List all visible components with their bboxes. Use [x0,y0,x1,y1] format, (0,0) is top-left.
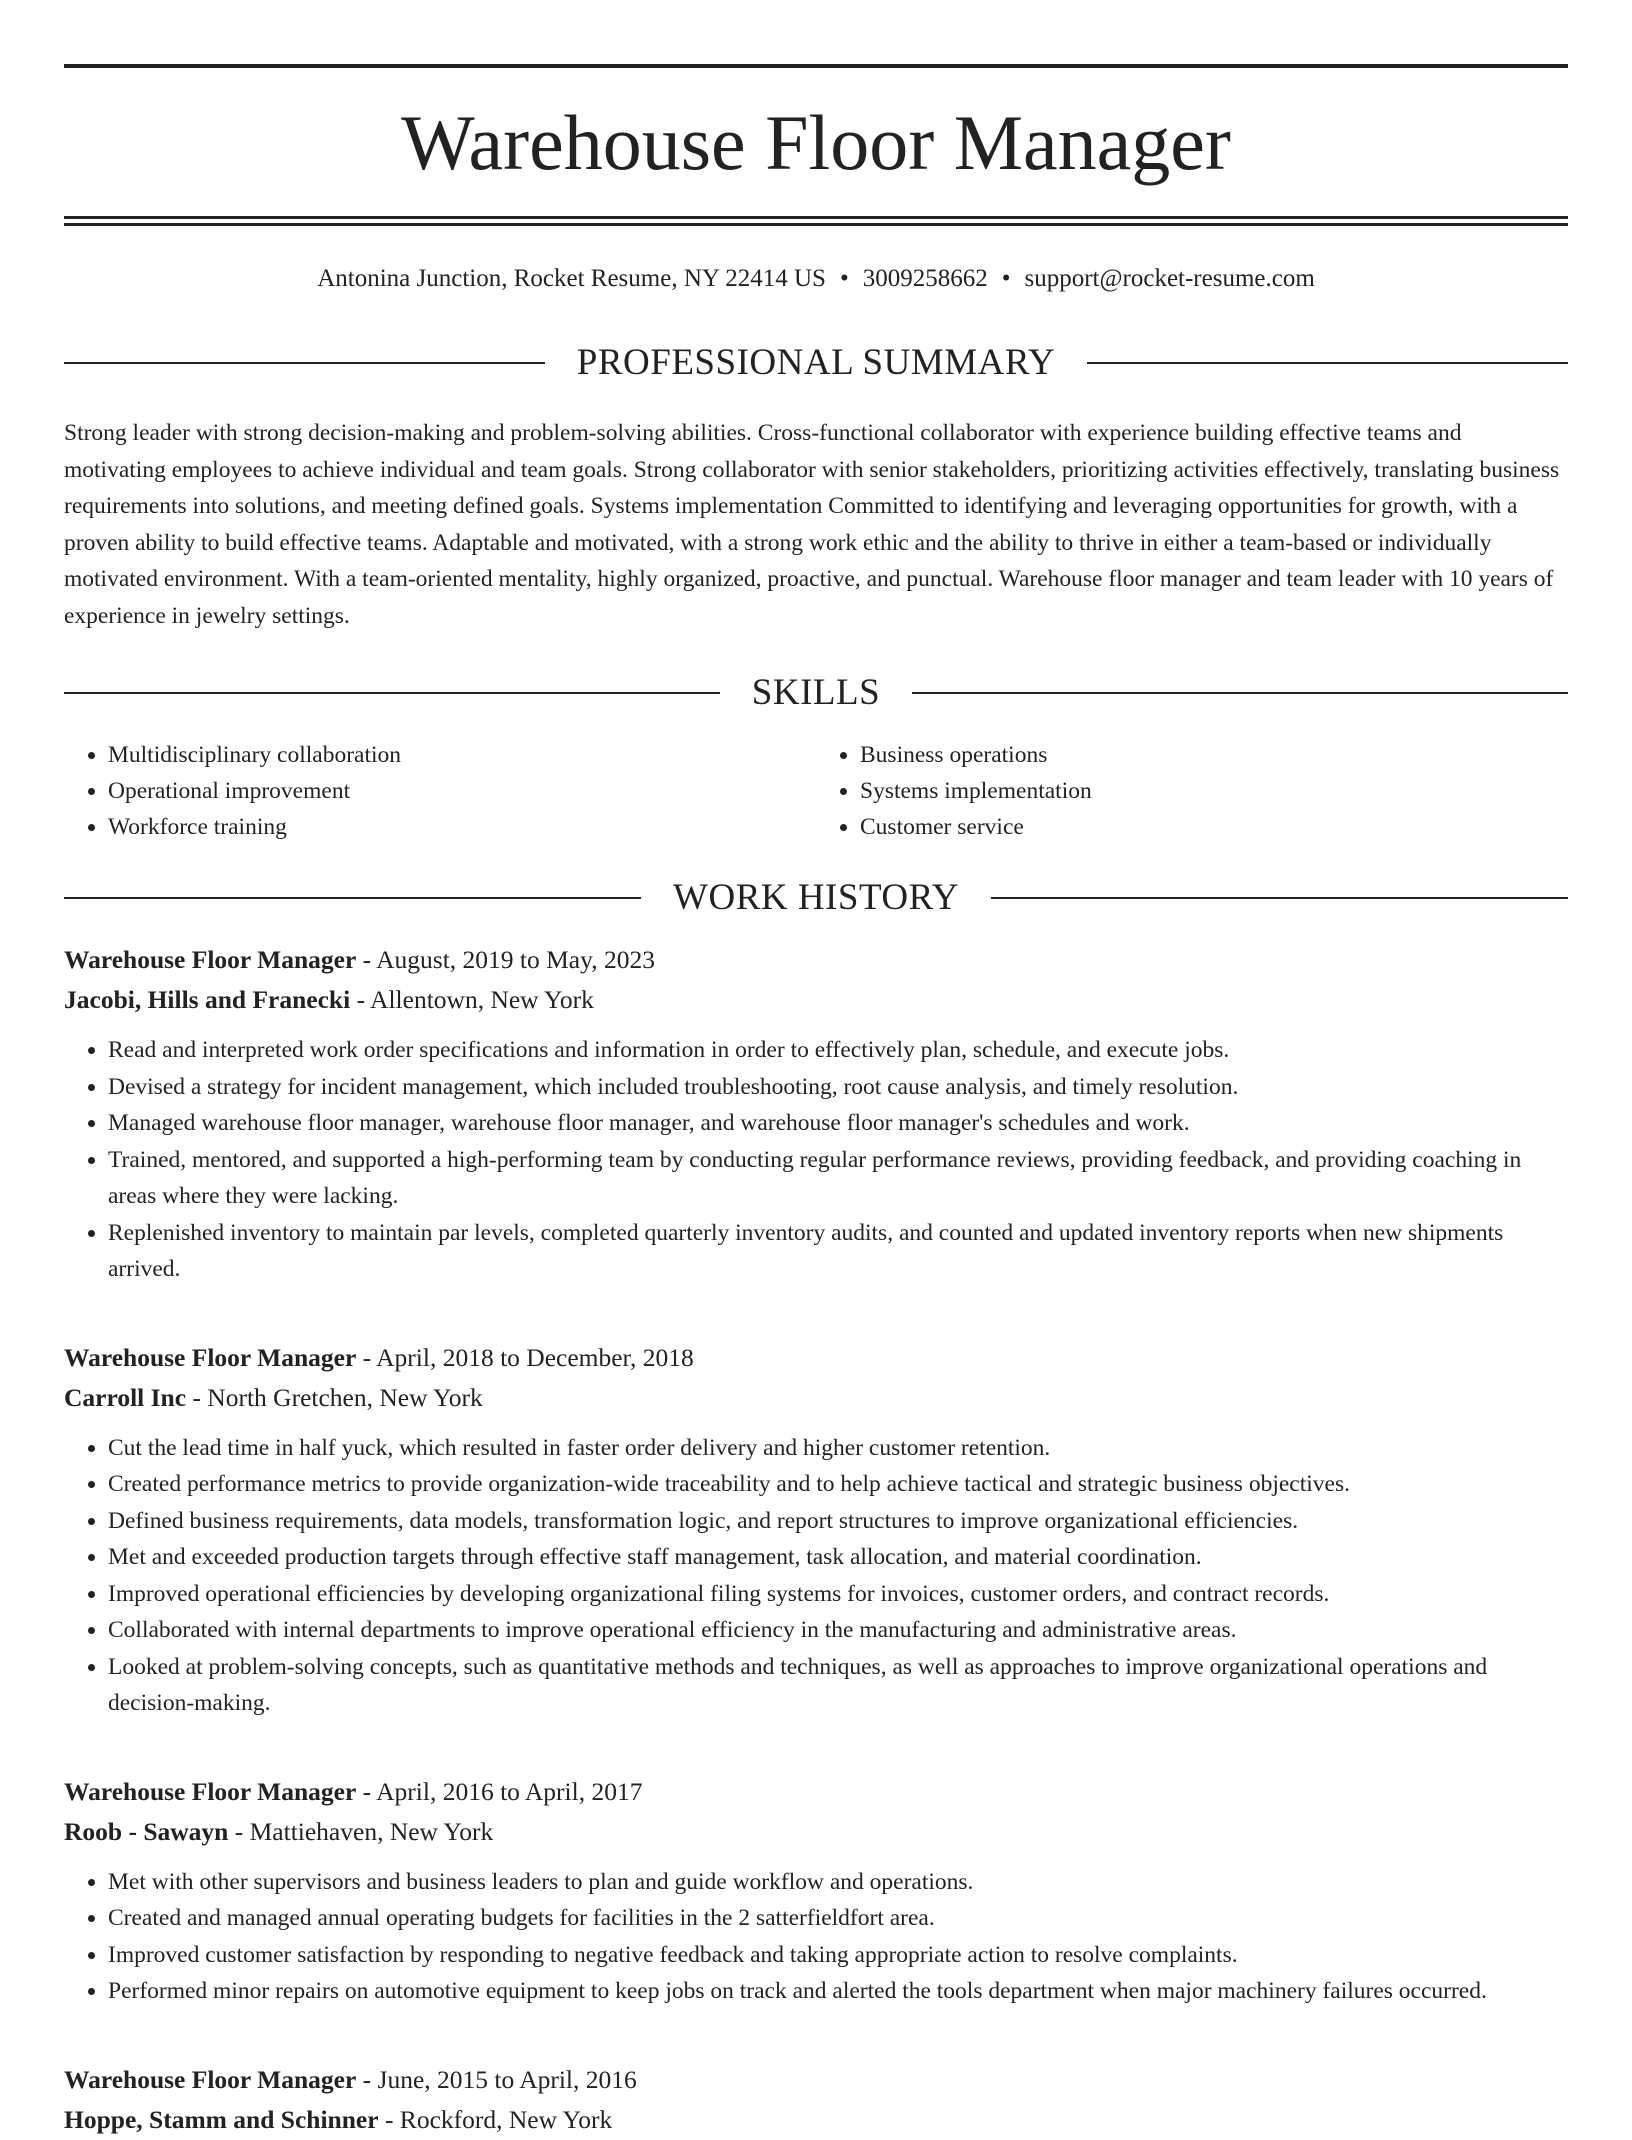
heading-rule [64,897,641,899]
job-bullet: • Met and exceeded production targets through effective staff management, task allocation, and material coordination. [108,1539,1568,1576]
job-bullet: • Collaborated with internal departments to improve operational efficiency in the manufacturing and administrative areas. [108,1612,1568,1649]
resume-title: Warehouse Floor Manager [401,99,1231,186]
skill-item: • Business operations [860,737,1568,773]
summary-text: Strong leader with strong decision-making and problem-solving abilities. Cross-functional collaborator with experience building effective teams and motivating employees to achieve individual and team goals. Strong collaborator with senior stakeholders, prioritizing activities effectively, translating business requirements into solutions, and meeting defined goals. Systems implementation Committed to identifying and leveraging opportunities for growth, with a proven ability to build effective teams. Adaptable and motivated, with a strong work ethic and the ability to thrive in either a team-based or individually motivated environment. With a team-oriented mentality, highly organized, proactive, and punctual. Warehouse floor manager and team leader with 10 years of experience in jewelry settings. [64,420,1560,629]
job-title: Warehouse Floor Manager [64,2064,357,2094]
job-title: Warehouse Floor Manager [64,1342,357,1372]
contact-line [64,264,1568,294]
job-title: Warehouse Floor Manager [64,945,357,974]
contact-email: support@rocket-resume.com [1024,265,1315,292]
job-bullet: • Trained, mentored, and supported a high-performing team by conducting regular performance reviews, providing feedback, and providing coaching in areas where they were lacking. [108,1142,1568,1215]
section-heading-summary [64,344,1568,381]
skill-item: • Workforce training [108,809,816,845]
job-bullets [64,1032,1568,1288]
top-rule [64,64,1568,68]
job-bullet: • Managed warehouse floor manager, warehouse floor manager, and warehouse floor manager's schedules and work. [108,1105,1568,1142]
job-title-line [64,2060,1568,2100]
job-company-line [64,1812,1568,1852]
job-dates: - August, 2019 to May, 2023 [362,945,655,974]
skills-column-right [816,737,1568,845]
job-bullet: • Read and interpreted work order specifications and information in order to effectively plan, schedule, and execute jobs. [108,1032,1568,1069]
job-bullets [64,1430,1568,1722]
heading-rule [912,692,1568,694]
job-bullets [64,1864,1568,2010]
job-bullet: • Created performance metrics to provide organization-wide traceability and to help achieve tactical and strategic business objectives. [108,1466,1568,1503]
skills-column-left [64,737,816,845]
job-bullet: • Cut the lead time in half yuck, which resulted in faster order delivery and higher customer retention. [108,1430,1568,1467]
job-company: Roob - Sawayn [64,1816,229,1846]
job-bullet: • Improved operational efficiencies by developing organizational filing systems for invoices, customer orders, and contract records. [108,1576,1568,1613]
skill-item: • Systems implementation [860,773,1568,809]
work-heading: WORK HISTORY [673,877,959,918]
heading-rule [64,362,545,364]
skills-list [64,737,1568,845]
job-company: Hoppe, Stamm and Schinner [64,2104,379,2134]
work-history-list [64,940,1568,2140]
job-bullet: • Created and managed annual operating budgets for facilities in the 2 satterfieldfort area. [108,1900,1568,1937]
job-title-line [64,1338,1568,1378]
section-heading-work [64,879,1568,916]
skills-heading: SKILLS [751,672,881,713]
contact-separator: • [1001,265,1011,292]
job-bullet: • Met with other supervisors and business leaders to plan and guide workflow and operations. [108,1864,1568,1901]
heading-rule [64,692,720,694]
skill-item: • Multidisciplinary collaboration [108,737,816,773]
contact-separator: • [839,265,849,292]
job-dates: - April, 2016 to April, 2017 [362,1776,643,1806]
job-dates: - June, 2015 to April, 2016 [362,2064,637,2094]
job-location: - Allentown, New York [356,985,594,1014]
heading-rule [1087,362,1568,364]
job-bullet: • Replenished inventory to maintain par levels, completed quarterly inventory audits, and counted and updated inventory reports when new shipments arrived. [108,1215,1568,1288]
job-entry [64,1772,1568,2010]
job-entry [64,2060,1568,2140]
job-company: Jacobi, Hills and Franecki [64,985,351,1014]
contact-address: Antonina Junction, Rocket Resume, NY 22414 US [317,265,826,292]
job-title-line [64,1772,1568,1812]
job-title-line [64,940,1568,980]
job-bullet: • Improved customer satisfaction by responding to negative feedback and taking appropriate action to resolve complaints. [108,1937,1568,1974]
skill-item: • Customer service [860,809,1568,845]
job-company-line [64,2100,1568,2140]
job-location: - Rockford, New York [384,2104,613,2134]
job-entry [64,1338,1568,1722]
job-bullet: • Looked at problem-solving concepts, such as quantitative methods and techniques, as well as approaches to improve organizational operations and decision-making. [108,1649,1568,1722]
title-double-rule [64,216,1568,226]
job-location: - North Gretchen, New York [192,1382,483,1412]
job-company-line [64,980,1568,1020]
job-bullet: • Devised a strategy for incident management, which included troubleshooting, root cause analysis, and timely resolution. [108,1069,1568,1106]
job-bullet: • Defined business requirements, data models, transformation logic, and report structures to improve organizational efficiencies. [108,1503,1568,1540]
job-bullet: • Performed minor repairs on automotive equipment to keep jobs on track and alerted the tools department when major machinery failures occurred. [108,1973,1568,2010]
job-location: - Mattiehaven, New York [234,1816,494,1846]
job-company: Carroll Inc [64,1382,187,1412]
job-entry [64,940,1568,1288]
skill-item: • Operational improvement [108,773,816,809]
job-title: Warehouse Floor Manager [64,1776,357,1806]
job-company-line [64,1378,1568,1418]
section-heading-skills [64,674,1568,711]
summary-heading: PROFESSIONAL SUMMARY [576,342,1056,383]
heading-rule [991,897,1568,899]
contact-phone: 3009258662 [862,265,988,292]
job-dates: - April, 2018 to December, 2018 [362,1342,694,1372]
